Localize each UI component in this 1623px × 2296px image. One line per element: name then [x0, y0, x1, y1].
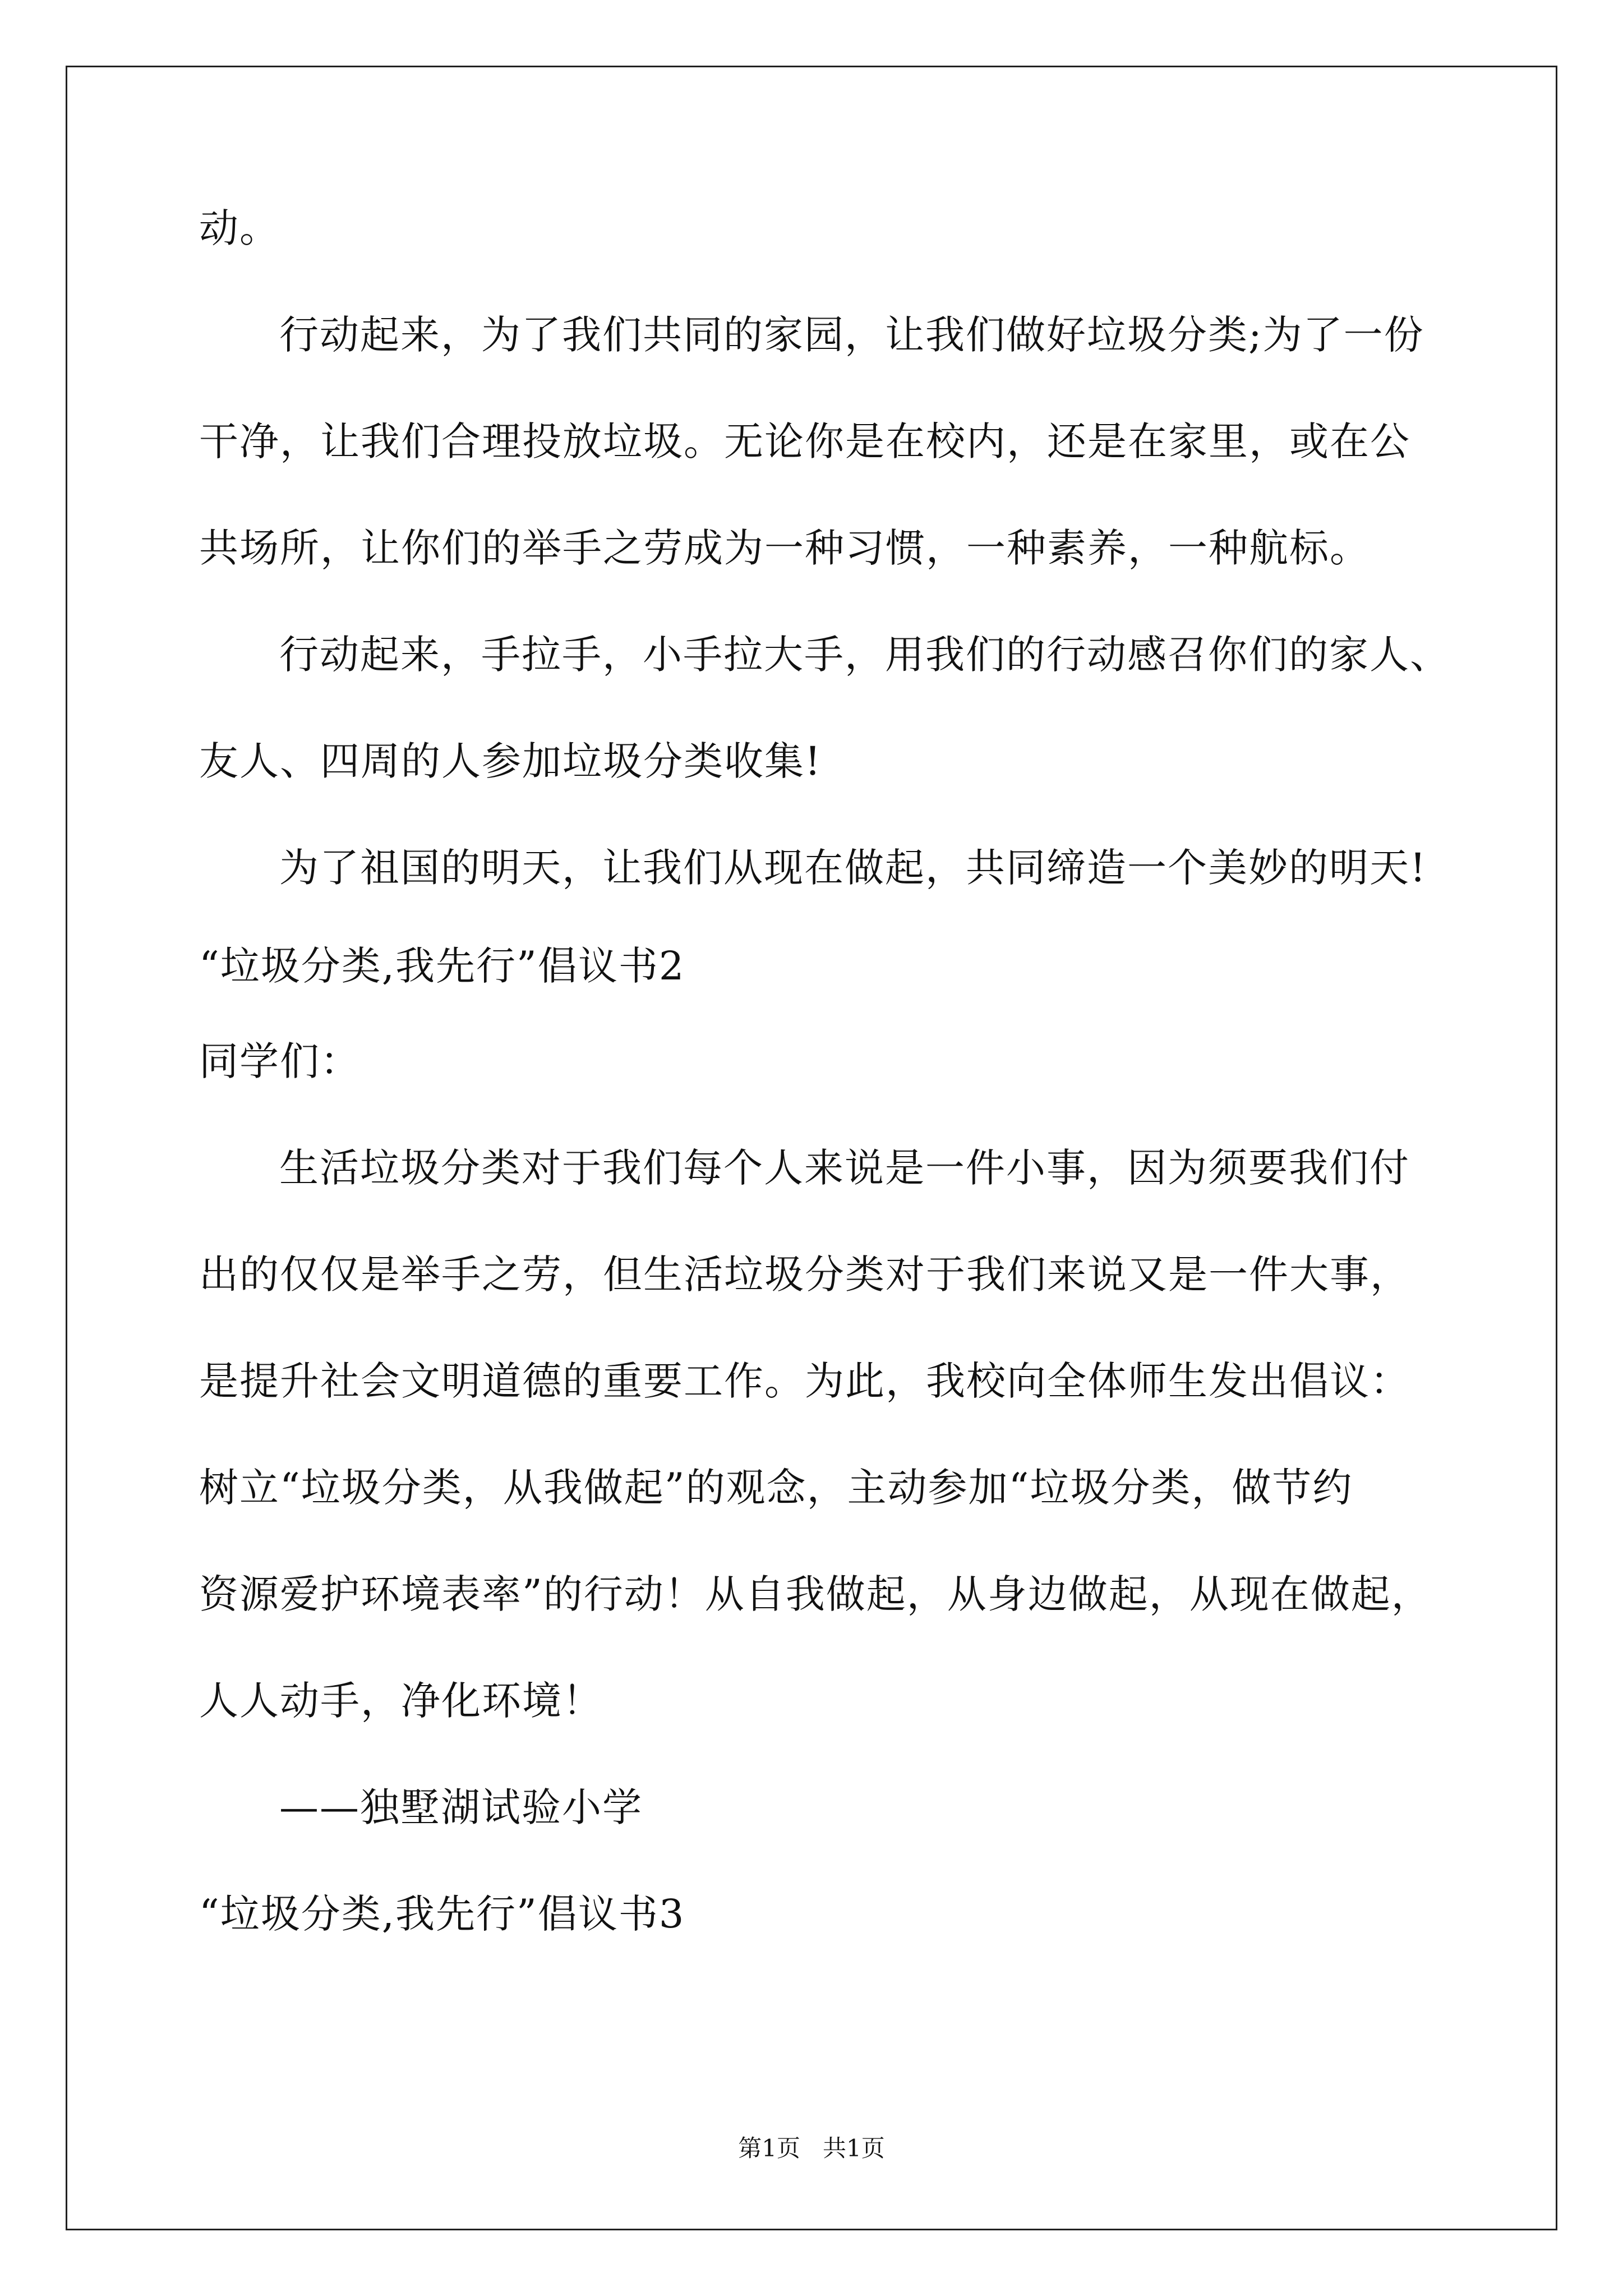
salutation: 同学们： [199, 1038, 361, 1084]
section-title: “垃圾分类,我先行”倡议书3 [199, 1891, 685, 1937]
paragraph-line: 干净，让我们合理投放垃圾。无论你是在校内，还是在家里，或在公 [199, 418, 1410, 464]
paragraph-line: 为了祖国的明天，让我们从现在做起，共同缔造一个美妙的明天! [279, 845, 1427, 891]
paragraph-line: 生活垃圾分类对于我们每个人来说是一件小事，因为须要我们付 [279, 1145, 1410, 1191]
paragraph-line: 友人、四周的人参加垃圾分类收集! [199, 738, 822, 784]
signature-line: ——独墅湖试验小学 [279, 1784, 643, 1830]
paragraph-line: 人人动手，净化环境！ [199, 1678, 603, 1724]
text-line: 动。 [199, 205, 280, 251]
paragraph-line: 共场所，让你们的举手之劳成为一种习惯，一种素养，一种航标。 [199, 525, 1370, 571]
paragraph-line: 行动起来，手拉手，小手拉大手，用我们的行动感召你们的家人、 [279, 632, 1450, 678]
page-number: 第1页 [738, 2134, 800, 2162]
paragraph-line: 出的仅仅是举手之劳，但生活垃圾分类对于我们来说又是一件大事， [199, 1251, 1410, 1297]
page-footer [0, 2132, 1623, 2165]
paragraph-line: 资源爱护环境表率”的行动！从自我做起，从身边做起，从现在做起， [199, 1571, 1432, 1617]
section-title: “垃圾分类,我先行”倡议书2 [199, 943, 685, 989]
paragraph-line: 是提升社会文明道德的重要工作。为此，我校向全体师生发出倡议： [199, 1358, 1410, 1404]
paragraph-line: 行动起来，为了我们共同的家园，让我们做好垃圾分类;为了一份 [279, 312, 1424, 358]
paragraph-line: 树立“垃圾分类，从我做起”的观念，主动参加“垃圾分类，做节约 [199, 1465, 1353, 1511]
page-total: 共1页 [823, 2134, 885, 2162]
